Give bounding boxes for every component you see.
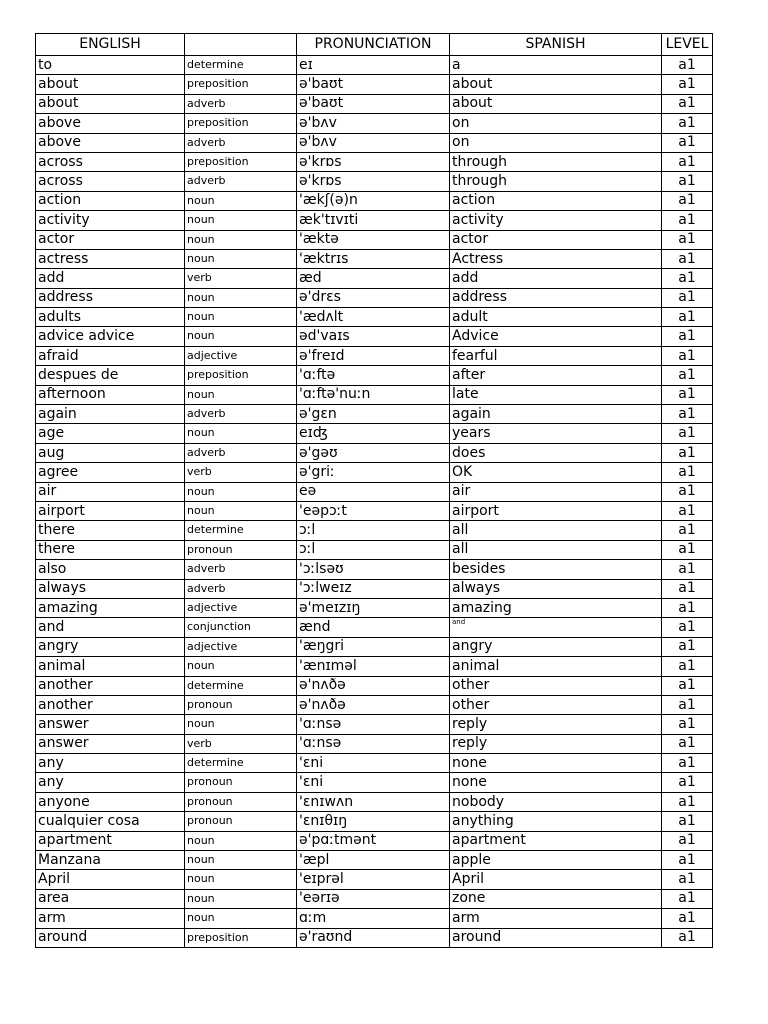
part-of-speech-cell: pronoun: [185, 812, 297, 831]
spanish-cell: on: [450, 133, 662, 152]
english-cell: another: [36, 676, 185, 695]
part-of-speech-cell: noun: [185, 191, 297, 210]
part-of-speech-cell: pronoun: [185, 540, 297, 559]
level-cell: a1: [662, 308, 713, 327]
english-cell: any: [36, 754, 185, 773]
level-cell: a1: [662, 366, 713, 385]
table-row: [36, 870, 713, 889]
spanish-cell: nobody: [450, 792, 662, 811]
pronunciation-cell: 'æŋgri: [297, 637, 450, 656]
table-row: [36, 269, 713, 288]
table-row: [36, 851, 713, 870]
english-cell: cualquier cosa: [36, 812, 185, 831]
level-cell: a1: [662, 269, 713, 288]
table-row: [36, 754, 713, 773]
table-row: [36, 695, 713, 714]
pronunciation-cell: 'ɔːlweɪz: [297, 579, 450, 598]
table-row: [36, 191, 713, 210]
spanish-cell: besides: [450, 560, 662, 579]
level-cell: a1: [662, 249, 713, 268]
pronunciation-cell: ə'nʌðə: [297, 676, 450, 695]
pronunciation-cell: æd: [297, 269, 450, 288]
part-of-speech-cell: adverb: [185, 172, 297, 191]
level-cell: a1: [662, 482, 713, 501]
pronunciation-cell: 'æpl: [297, 851, 450, 870]
english-cell: add: [36, 269, 185, 288]
part-of-speech-cell: noun: [185, 288, 297, 307]
part-of-speech-cell: pronoun: [185, 773, 297, 792]
table-row: [36, 928, 713, 947]
part-of-speech-cell: determine: [185, 754, 297, 773]
level-cell: a1: [662, 870, 713, 889]
level-cell: a1: [662, 75, 713, 94]
table-row: [36, 598, 713, 617]
pronunciation-cell: ə'drɛs: [297, 288, 450, 307]
part-of-speech-cell: noun: [185, 851, 297, 870]
english-cell: also: [36, 560, 185, 579]
pronunciation-cell: 'ɑːnsə: [297, 734, 450, 753]
table-row: [36, 94, 713, 113]
english-cell: age: [36, 424, 185, 443]
level-cell: a1: [662, 618, 713, 637]
spanish-cell: April: [450, 870, 662, 889]
table-row: [36, 540, 713, 559]
english-cell: anyone: [36, 792, 185, 811]
table-row: [36, 618, 713, 637]
pronunciation-cell: 'ɛnɪθɪŋ: [297, 812, 450, 831]
part-of-speech-cell: adverb: [185, 405, 297, 424]
part-of-speech-cell: conjunction: [185, 618, 297, 637]
english-cell: about: [36, 75, 185, 94]
english-cell: advice advice: [36, 327, 185, 346]
pronunciation-cell: 'ɑːftə'nuːn: [297, 385, 450, 404]
table-row: [36, 308, 713, 327]
level-cell: a1: [662, 792, 713, 811]
spanish-cell: none: [450, 754, 662, 773]
part-of-speech-cell: noun: [185, 501, 297, 520]
table-row: [36, 424, 713, 443]
english-cell: address: [36, 288, 185, 307]
pronunciation-cell: 'eəpɔːt: [297, 501, 450, 520]
table-row: [36, 56, 713, 75]
english-cell: action: [36, 191, 185, 210]
pronunciation-cell: ə'gəʊ: [297, 443, 450, 462]
table-row: [36, 773, 713, 792]
spanish-cell: angry: [450, 637, 662, 656]
spanish-cell: address: [450, 288, 662, 307]
level-cell: a1: [662, 191, 713, 210]
pronunciation-cell: 'ækʃ(ə)n: [297, 191, 450, 210]
spanish-cell: years: [450, 424, 662, 443]
pronunciation-cell: 'ɑːnsə: [297, 715, 450, 734]
spanish-cell: amazing: [450, 598, 662, 617]
table-row: [36, 288, 713, 307]
table-row: [36, 579, 713, 598]
header-english: ENGLISH: [36, 34, 185, 56]
level-cell: a1: [662, 657, 713, 676]
level-cell: a1: [662, 560, 713, 579]
english-cell: apartment: [36, 831, 185, 850]
pronunciation-cell: ə'bʌv: [297, 114, 450, 133]
english-cell: across: [36, 152, 185, 171]
spanish-cell: activity: [450, 211, 662, 230]
part-of-speech-cell: adjective: [185, 598, 297, 617]
spanish-cell: adult: [450, 308, 662, 327]
level-cell: a1: [662, 773, 713, 792]
level-cell: a1: [662, 405, 713, 424]
spanish-cell: a: [450, 56, 662, 75]
level-cell: a1: [662, 443, 713, 462]
level-cell: a1: [662, 133, 713, 152]
level-cell: a1: [662, 598, 713, 617]
level-cell: a1: [662, 851, 713, 870]
part-of-speech-cell: determine: [185, 676, 297, 695]
spanish-cell: arm: [450, 909, 662, 928]
spanish-cell: animal: [450, 657, 662, 676]
pronunciation-cell: 'eərɪə: [297, 889, 450, 908]
table-row: [36, 560, 713, 579]
pronunciation-cell: ə'pɑːtmənt: [297, 831, 450, 850]
level-cell: a1: [662, 676, 713, 695]
level-cell: a1: [662, 521, 713, 540]
english-cell: above: [36, 133, 185, 152]
pronunciation-cell: æk'tɪvɪti: [297, 211, 450, 230]
table-row: [36, 443, 713, 462]
english-cell: April: [36, 870, 185, 889]
pronunciation-cell: 'ɛni: [297, 773, 450, 792]
part-of-speech-cell: noun: [185, 249, 297, 268]
part-of-speech-cell: noun: [185, 230, 297, 249]
part-of-speech-cell: verb: [185, 463, 297, 482]
pronunciation-cell: 'ɑːftə: [297, 366, 450, 385]
level-cell: a1: [662, 327, 713, 346]
spanish-cell: add: [450, 269, 662, 288]
spanish-cell: through: [450, 172, 662, 191]
pronunciation-cell: ə'bʌv: [297, 133, 450, 152]
spanish-cell: and: [450, 618, 662, 637]
table-row: [36, 133, 713, 152]
level-cell: a1: [662, 715, 713, 734]
spanish-cell: anything: [450, 812, 662, 831]
part-of-speech-cell: preposition: [185, 928, 297, 947]
level-cell: a1: [662, 754, 713, 773]
pronunciation-cell: 'æktə: [297, 230, 450, 249]
english-cell: always: [36, 579, 185, 598]
level-cell: a1: [662, 288, 713, 307]
spanish-cell: after: [450, 366, 662, 385]
english-cell: aug: [36, 443, 185, 462]
table-row: [36, 792, 713, 811]
pronunciation-cell: ə'raʊnd: [297, 928, 450, 947]
part-of-speech-cell: preposition: [185, 114, 297, 133]
spanish-cell: other: [450, 695, 662, 714]
pronunciation-cell: ə'krɒs: [297, 152, 450, 171]
pronunciation-cell: ə'baʊt: [297, 75, 450, 94]
level-cell: a1: [662, 501, 713, 520]
pronunciation-cell: eə: [297, 482, 450, 501]
spanish-cell: Actress: [450, 249, 662, 268]
pronunciation-cell: 'eɪprəl: [297, 870, 450, 889]
part-of-speech-cell: verb: [185, 734, 297, 753]
part-of-speech-cell: determine: [185, 56, 297, 75]
spanish-cell: none: [450, 773, 662, 792]
part-of-speech-cell: pronoun: [185, 792, 297, 811]
table-row: [36, 152, 713, 171]
spanish-cell: again: [450, 405, 662, 424]
part-of-speech-cell: noun: [185, 327, 297, 346]
spanish-cell: all: [450, 521, 662, 540]
level-cell: a1: [662, 695, 713, 714]
level-cell: a1: [662, 230, 713, 249]
english-cell: despues de: [36, 366, 185, 385]
part-of-speech-cell: adjective: [185, 637, 297, 656]
table-row: [36, 385, 713, 404]
part-of-speech-cell: preposition: [185, 75, 297, 94]
table-row: [36, 501, 713, 520]
table-row: [36, 75, 713, 94]
spanish-cell: about: [450, 94, 662, 113]
part-of-speech-cell: adverb: [185, 443, 297, 462]
part-of-speech-cell: noun: [185, 308, 297, 327]
part-of-speech-cell: adverb: [185, 133, 297, 152]
spanish-cell: apple: [450, 851, 662, 870]
table-row: [36, 230, 713, 249]
english-cell: afraid: [36, 346, 185, 365]
pronunciation-cell: 'æktrɪs: [297, 249, 450, 268]
vocabulary-table: [35, 33, 713, 948]
table-row: [36, 715, 713, 734]
english-cell: animal: [36, 657, 185, 676]
english-cell: Manzana: [36, 851, 185, 870]
english-cell: answer: [36, 715, 185, 734]
table-row: [36, 405, 713, 424]
spanish-cell: around: [450, 928, 662, 947]
level-cell: a1: [662, 463, 713, 482]
part-of-speech-cell: noun: [185, 909, 297, 928]
spanish-cell: OK: [450, 463, 662, 482]
header-part-of-speech: [185, 34, 297, 56]
english-cell: area: [36, 889, 185, 908]
pronunciation-cell: ə'gɛn: [297, 405, 450, 424]
part-of-speech-cell: adverb: [185, 579, 297, 598]
pronunciation-cell: eɪʤ: [297, 424, 450, 443]
table-row: [36, 172, 713, 191]
spanish-cell: action: [450, 191, 662, 210]
level-cell: a1: [662, 211, 713, 230]
pronunciation-cell: ə'nʌðə: [297, 695, 450, 714]
header-pronunciation: PRONUNCIATION: [297, 34, 450, 56]
table-row: [36, 521, 713, 540]
english-cell: answer: [36, 734, 185, 753]
english-cell: activity: [36, 211, 185, 230]
part-of-speech-cell: noun: [185, 889, 297, 908]
spanish-cell: late: [450, 385, 662, 404]
english-cell: adults: [36, 308, 185, 327]
level-cell: a1: [662, 812, 713, 831]
level-cell: a1: [662, 637, 713, 656]
table-row: [36, 346, 713, 365]
english-cell: about: [36, 94, 185, 113]
level-cell: a1: [662, 831, 713, 850]
level-cell: a1: [662, 928, 713, 947]
level-cell: a1: [662, 734, 713, 753]
part-of-speech-cell: verb: [185, 269, 297, 288]
table-row: [36, 114, 713, 133]
header-level: LEVEL: [662, 34, 713, 56]
spanish-cell: airport: [450, 501, 662, 520]
spanish-cell: actor: [450, 230, 662, 249]
part-of-speech-cell: noun: [185, 482, 297, 501]
part-of-speech-cell: determine: [185, 521, 297, 540]
level-cell: a1: [662, 385, 713, 404]
part-of-speech-cell: preposition: [185, 366, 297, 385]
pronunciation-cell: ɔːl: [297, 521, 450, 540]
table-body: [36, 56, 713, 948]
level-cell: a1: [662, 172, 713, 191]
english-cell: angry: [36, 637, 185, 656]
pronunciation-cell: ænd: [297, 618, 450, 637]
table-row: [36, 463, 713, 482]
english-cell: again: [36, 405, 185, 424]
spanish-cell: apartment: [450, 831, 662, 850]
pronunciation-cell: 'ɔːlsəʊ: [297, 560, 450, 579]
spanish-cell: reply: [450, 734, 662, 753]
pronunciation-cell: ə'freɪd: [297, 346, 450, 365]
level-cell: a1: [662, 579, 713, 598]
part-of-speech-cell: noun: [185, 657, 297, 676]
spanish-cell: does: [450, 443, 662, 462]
table-row: [36, 657, 713, 676]
english-cell: amazing: [36, 598, 185, 617]
pronunciation-cell: 'ɛni: [297, 754, 450, 773]
spanish-cell: on: [450, 114, 662, 133]
english-cell: and: [36, 618, 185, 637]
level-cell: a1: [662, 346, 713, 365]
table-row: [36, 734, 713, 753]
pronunciation-cell: eɪ: [297, 56, 450, 75]
part-of-speech-cell: noun: [185, 831, 297, 850]
spanish-cell: fearful: [450, 346, 662, 365]
spanish-cell: all: [450, 540, 662, 559]
part-of-speech-cell: adverb: [185, 94, 297, 113]
english-cell: arm: [36, 909, 185, 928]
english-cell: around: [36, 928, 185, 947]
table-row: [36, 211, 713, 230]
part-of-speech-cell: noun: [185, 715, 297, 734]
level-cell: a1: [662, 152, 713, 171]
table-row: [36, 831, 713, 850]
header-spanish: SPANISH: [450, 34, 662, 56]
level-cell: a1: [662, 56, 713, 75]
level-cell: a1: [662, 424, 713, 443]
pronunciation-cell: 'ænɪməl: [297, 657, 450, 676]
spanish-cell: about: [450, 75, 662, 94]
spanish-cell: reply: [450, 715, 662, 734]
spanish-cell: other: [450, 676, 662, 695]
pronunciation-cell: 'ɛnɪwʌn: [297, 792, 450, 811]
part-of-speech-cell: pronoun: [185, 695, 297, 714]
table-row: [36, 909, 713, 928]
part-of-speech-cell: adjective: [185, 346, 297, 365]
pronunciation-cell: ɑːm: [297, 909, 450, 928]
table-row: [36, 249, 713, 268]
english-cell: actor: [36, 230, 185, 249]
pronunciation-cell: əd'vaɪs: [297, 327, 450, 346]
spanish-cell: zone: [450, 889, 662, 908]
level-cell: a1: [662, 540, 713, 559]
pronunciation-cell: ə'griː: [297, 463, 450, 482]
part-of-speech-cell: noun: [185, 211, 297, 230]
pronunciation-cell: ə'baʊt: [297, 94, 450, 113]
part-of-speech-cell: adverb: [185, 560, 297, 579]
level-cell: a1: [662, 94, 713, 113]
table-row: [36, 889, 713, 908]
level-cell: a1: [662, 909, 713, 928]
table-row: [36, 812, 713, 831]
english-cell: there: [36, 540, 185, 559]
english-cell: there: [36, 521, 185, 540]
table-row: [36, 366, 713, 385]
spanish-cell: air: [450, 482, 662, 501]
english-cell: afternoon: [36, 385, 185, 404]
pronunciation-cell: ə'meɪzɪŋ: [297, 598, 450, 617]
part-of-speech-cell: noun: [185, 870, 297, 889]
table-row: [36, 637, 713, 656]
pronunciation-cell: ɔːl: [297, 540, 450, 559]
table-row: [36, 676, 713, 695]
english-cell: actress: [36, 249, 185, 268]
english-cell: to: [36, 56, 185, 75]
spanish-cell: always: [450, 579, 662, 598]
pronunciation-cell: ə'krɒs: [297, 172, 450, 191]
english-cell: above: [36, 114, 185, 133]
english-cell: any: [36, 773, 185, 792]
pronunciation-cell: 'ædʌlt: [297, 308, 450, 327]
english-cell: agree: [36, 463, 185, 482]
spanish-cell: Advice: [450, 327, 662, 346]
english-cell: air: [36, 482, 185, 501]
table-row: [36, 482, 713, 501]
part-of-speech-cell: noun: [185, 424, 297, 443]
english-cell: airport: [36, 501, 185, 520]
spanish-cell: through: [450, 152, 662, 171]
level-cell: a1: [662, 889, 713, 908]
part-of-speech-cell: noun: [185, 385, 297, 404]
english-cell: another: [36, 695, 185, 714]
table-row: [36, 327, 713, 346]
table-header-row: [36, 34, 713, 56]
part-of-speech-cell: preposition: [185, 152, 297, 171]
english-cell: across: [36, 172, 185, 191]
level-cell: a1: [662, 114, 713, 133]
